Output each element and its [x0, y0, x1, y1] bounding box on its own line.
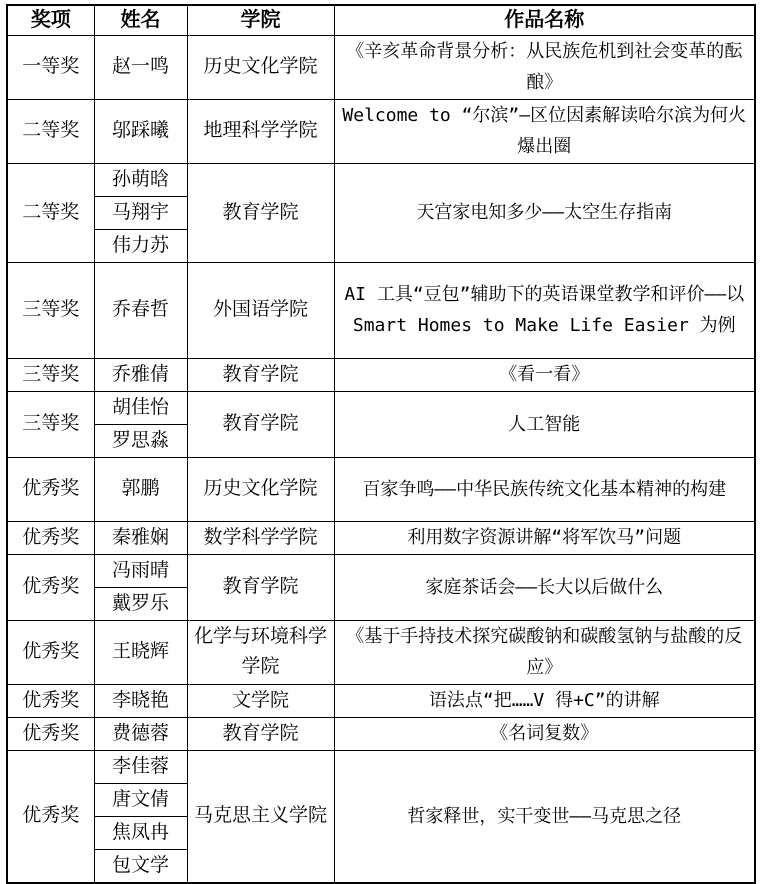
header-title: 作品名称	[334, 5, 755, 35]
name-cell: 包文学	[94, 849, 187, 883]
name-cell: 赵一鸣	[94, 35, 187, 99]
awards-table	[6, 4, 756, 884]
college-cell: 教育学院	[187, 717, 334, 750]
table-row	[7, 262, 755, 358]
name-cell: 冯雨晴	[94, 554, 187, 587]
award-cell: 优秀奖	[7, 521, 94, 554]
title-cell: 《辛亥革命背景分析：从民族危机到社会变革的酝酿》	[334, 35, 755, 99]
award-cell: 二等奖	[7, 99, 94, 163]
table-row	[7, 620, 755, 684]
college-cell: 地理科学学院	[187, 99, 334, 163]
table-row	[7, 521, 755, 554]
header-award: 奖项	[7, 5, 94, 35]
table-row	[7, 717, 755, 750]
college-cell: 外国语学院	[187, 262, 334, 358]
title-cell: 家庭茶话会——长大以后做什么	[334, 554, 755, 620]
college-cell: 数学科学学院	[187, 521, 334, 554]
table-row	[7, 163, 755, 196]
college-cell: 文学院	[187, 684, 334, 717]
award-cell: 三等奖	[7, 262, 94, 358]
name-cell: 李佳蓉	[94, 750, 187, 783]
title-cell: 《基于手持技术探究碳酸钠和碳酸氢钠与盐酸的反应》	[334, 620, 755, 684]
title-cell: 百家争鸣——中华民族传统文化基本精神的构建	[334, 457, 755, 521]
name-cell: 戴罗乐	[94, 587, 187, 620]
title-cell: 人工智能	[334, 391, 755, 457]
table-row	[7, 391, 755, 424]
college-cell: 历史文化学院	[187, 457, 334, 521]
header-row	[7, 5, 755, 35]
award-cell: 二等奖	[7, 163, 94, 262]
title-cell: AI 工具“豆包”辅助下的英语课堂教学和评价——以 Smart Homes to Make Life Easier 为例	[334, 262, 755, 358]
table-row	[7, 457, 755, 521]
name-cell: 秦雅娴	[94, 521, 187, 554]
name-cell: 罗思淼	[94, 424, 187, 457]
college-cell: 教育学院	[187, 163, 334, 262]
table-row	[7, 684, 755, 717]
table-row	[7, 554, 755, 587]
award-cell: 一等奖	[7, 35, 94, 99]
title-cell: 《看一看》	[334, 358, 755, 391]
title-cell: 天宫家电知多少——太空生存指南	[334, 163, 755, 262]
name-cell: 焦凤冉	[94, 816, 187, 849]
title-cell: Welcome to “尔滨”—区位因素解读哈尔滨为何火爆出圈	[334, 99, 755, 163]
award-cell: 三等奖	[7, 391, 94, 457]
award-cell: 优秀奖	[7, 457, 94, 521]
college-cell: 教育学院	[187, 391, 334, 457]
name-cell: 唐文倩	[94, 783, 187, 816]
title-cell: 利用数字资源讲解“将军饮马”问题	[334, 521, 755, 554]
name-cell: 马翔宇	[94, 196, 187, 229]
name-cell: 乔春哲	[94, 262, 187, 358]
college-cell: 历史文化学院	[187, 35, 334, 99]
award-cell: 优秀奖	[7, 620, 94, 684]
college-cell: 教育学院	[187, 554, 334, 620]
college-cell: 马克思主义学院	[187, 750, 334, 883]
name-cell: 王晓辉	[94, 620, 187, 684]
name-cell: 李晓艳	[94, 684, 187, 717]
name-cell: 郭鹏	[94, 457, 187, 521]
title-cell: 《名词复数》	[334, 717, 755, 750]
name-cell: 伟力苏	[94, 229, 187, 262]
title-cell: 哲家释世，实干变世——马克思之径	[334, 750, 755, 883]
award-cell: 优秀奖	[7, 684, 94, 717]
title-cell: 语法点“把……V 得+C”的讲解	[334, 684, 755, 717]
name-cell: 孙萌晗	[94, 163, 187, 196]
name-cell: 乔雅倩	[94, 358, 187, 391]
college-cell: 化学与环境科学学院	[187, 620, 334, 684]
name-cell: 邬踩曦	[94, 99, 187, 163]
college-cell: 教育学院	[187, 358, 334, 391]
award-cell: 三等奖	[7, 358, 94, 391]
table-row	[7, 358, 755, 391]
award-cell: 优秀奖	[7, 750, 94, 883]
header-name: 姓名	[94, 5, 187, 35]
name-cell: 费德蓉	[94, 717, 187, 750]
award-cell: 优秀奖	[7, 554, 94, 620]
header-college: 学院	[187, 5, 334, 35]
name-cell: 胡佳怡	[94, 391, 187, 424]
table-row	[7, 99, 755, 163]
award-cell: 优秀奖	[7, 717, 94, 750]
table-row	[7, 750, 755, 783]
table-row	[7, 35, 755, 99]
